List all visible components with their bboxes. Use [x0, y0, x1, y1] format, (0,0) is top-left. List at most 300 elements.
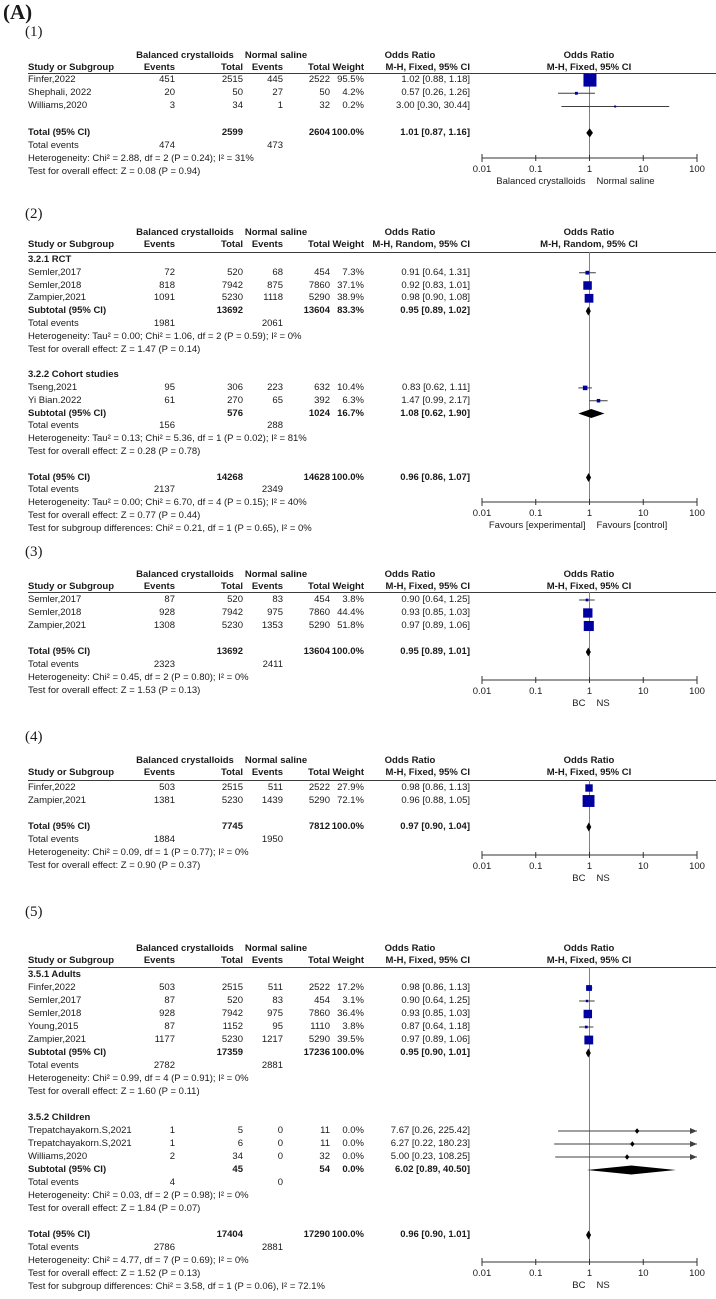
events-2: 975 [267, 607, 283, 618]
events-1: 928 [159, 1008, 175, 1019]
study-name: Shephali, 2022 [28, 87, 92, 99]
stats-note: Test for overall effect: Z = 0.08 (P = 0.94) [28, 166, 201, 178]
total-2: 1024 [308, 407, 330, 419]
total-2: 54 [319, 1164, 330, 1175]
weight: 7.3% [342, 266, 364, 278]
group1-header: Balanced crystalloids [136, 755, 234, 766]
weight: 16.7% [337, 407, 364, 419]
events-2: 27 [272, 87, 283, 99]
axis-tick-label: 0.01 [472, 686, 492, 697]
axis-tick-label: 1 [586, 1268, 593, 1279]
total-1: 34 [232, 100, 243, 112]
study-name: Semler,2017 [28, 594, 82, 605]
forest-plot-svg [470, 206, 716, 542]
total-1: 2599 [221, 126, 243, 138]
subtotal-diamond [586, 307, 591, 316]
ci-marker [583, 608, 592, 617]
col-header-study: Study or Subgroup [28, 239, 115, 250]
total-2: 13604 [303, 646, 330, 657]
weight: 27.9% [337, 782, 364, 793]
study-name: Zampier,2021 [28, 795, 87, 806]
events-1: 503 [159, 782, 175, 793]
total-events-label: Total events [28, 1242, 79, 1253]
weight: 51.8% [337, 620, 364, 631]
col-header-events1: Events [143, 581, 175, 592]
total-1: 17404 [216, 1229, 243, 1240]
stats-note: Test for overall effect: Z = 1.53 (P = 0.13) [28, 685, 201, 696]
total-2: 32 [319, 100, 330, 112]
ci-text: 0.87 [0.64, 1.18] [401, 1021, 470, 1032]
total-2: 7860 [308, 1008, 330, 1019]
total-2: 632 [314, 382, 330, 393]
stats-note: Heterogeneity: Chi² = 4.77, df = 7 (P = 0.69); I² = 0% [28, 1255, 249, 1266]
weight: 4.2% [342, 87, 364, 99]
ci-marker [583, 281, 592, 290]
ci-text: 0.91 [0.64, 1.31] [401, 266, 470, 278]
total-label: Total (95% CI) [28, 1229, 91, 1240]
forest-panel-3 [0, 544, 716, 709]
stats-note: Test for overall effect: Z = 0.28 (P = 0.78) [28, 446, 201, 457]
total-2: 14628 [303, 471, 330, 483]
events-1: 928 [159, 607, 175, 618]
subtotal-diamond [578, 409, 604, 418]
events-1: 95 [164, 382, 175, 393]
axis-right-label: Favours [control] [596, 520, 668, 531]
ci-text: 0.57 [0.26, 1.26] [401, 87, 470, 99]
ci-text: 1.08 [0.62, 1.90] [400, 407, 470, 419]
axis-left-label: BC [572, 698, 586, 709]
col-header-effect-method: M-H, Fixed, 95% CI [385, 62, 470, 73]
total-1: 520 [227, 995, 243, 1006]
events-2: 1950 [261, 834, 283, 845]
weight: 17.2% [337, 982, 364, 993]
col-header-events1: Events [143, 767, 175, 778]
effect-method-plot: M-H, Random, 95% CI [540, 239, 638, 250]
stats-note: Test for overall effect: Z = 0.90 (P = 0.37) [28, 860, 201, 871]
events-1: 818 [159, 279, 175, 291]
effect-title-plot: Odds Ratio [563, 943, 615, 954]
axis-tick-label: 100 [689, 164, 705, 175]
ci-text: 0.96 [0.86, 1.07] [400, 471, 470, 483]
total-2: 2604 [308, 126, 330, 138]
weight: 0.0% [342, 1125, 364, 1136]
ci-marker [583, 795, 595, 807]
total-2: 392 [314, 394, 330, 406]
events-2: 511 [267, 982, 283, 993]
weight: 72.1% [337, 795, 364, 806]
study-name: Yi Bian.2022 [28, 394, 82, 406]
events-2: 0 [277, 1125, 283, 1136]
total-2: 5290 [308, 795, 330, 806]
ci-marker [579, 599, 595, 602]
total-2: 2522 [308, 782, 330, 793]
events-2: 511 [267, 782, 283, 793]
total-1: 50 [232, 87, 243, 99]
effect-title-table: Odds Ratio [384, 943, 436, 954]
events-2: 0 [277, 1177, 283, 1188]
axis-right-label: NS [596, 698, 610, 709]
col-header-weight: Weight [332, 239, 364, 250]
total-2: 454 [314, 995, 330, 1006]
axis-tick-label: 0.1 [529, 164, 543, 175]
ci-text: 0.93 [0.85, 1.03] [401, 607, 470, 618]
weight: 3.8% [342, 1021, 364, 1032]
col-header-total2: Total [308, 239, 330, 250]
subgroup-label: 3.2.1 RCT [28, 254, 72, 265]
weight: 0.0% [342, 1151, 364, 1162]
panel-number-label: (1) [25, 24, 43, 40]
total-1: 5 [237, 1125, 243, 1136]
effect-title-plot: Odds Ratio [563, 755, 615, 766]
ci-text: 7.67 [0.26, 225.42] [390, 1125, 470, 1136]
col-header-weight: Weight [332, 955, 364, 966]
total-1: 306 [227, 382, 243, 393]
col-header-study: Study or Subgroup [28, 767, 115, 778]
group2-header: Normal saline [244, 227, 308, 238]
events-1: 1884 [153, 834, 175, 845]
forest-plot-svg [470, 729, 716, 884]
group1-header: Balanced crystalloids [136, 50, 234, 61]
events-1: 20 [164, 87, 175, 99]
weight: 0.2% [342, 100, 364, 112]
total-1: 2515 [221, 782, 243, 793]
col-header-total2: Total [308, 62, 330, 73]
events-1: 87 [164, 1021, 175, 1032]
ci-text: 0.96 [0.88, 1.05] [401, 795, 470, 806]
col-header-total2: Total [308, 955, 330, 966]
subtotal-label: Subtotal (95% CI) [28, 1047, 107, 1058]
total-2: 32 [319, 1151, 330, 1162]
total-events-label: Total events [28, 140, 79, 151]
events-1: 1381 [153, 795, 175, 806]
events-1: 451 [159, 74, 175, 85]
axis-left-label: Balanced crystalloids [496, 176, 586, 187]
ci-text: 0.92 [0.83, 1.01] [401, 279, 470, 291]
stats-note: Heterogeneity: Chi² = 2.88, df = 2 (P = 0.24); I² = 31% [28, 153, 254, 165]
weight: 100.0% [331, 1047, 364, 1058]
weight: 0.0% [342, 1138, 364, 1149]
ci-marker [561, 106, 669, 108]
total-2: 5290 [308, 292, 330, 304]
weight: 3.1% [342, 995, 364, 1006]
events-1: 1308 [153, 620, 175, 631]
ci-marker [579, 1000, 595, 1002]
total-2: 50 [319, 87, 330, 99]
axis-right-label: Normal saline [596, 176, 655, 187]
total-2: 2522 [308, 982, 330, 993]
ci-marker [585, 784, 592, 791]
total-2: 454 [314, 594, 330, 605]
events-2: 2349 [261, 484, 283, 496]
study-name: Young,2015 [28, 1021, 79, 1032]
forest-plot-svg [470, 544, 716, 709]
axis-tick-label: 10 [637, 861, 649, 872]
ci-text: 0.96 [0.90, 1.01] [400, 1229, 470, 1240]
study-name: Finfer,2022 [28, 74, 76, 85]
events-1: 3 [169, 100, 175, 112]
events-1: 4 [169, 1177, 175, 1188]
group1-header: Balanced crystalloids [136, 943, 234, 954]
ci-marker [585, 294, 594, 303]
total-events-label: Total events [28, 1060, 79, 1071]
axis-tick-label: 0.1 [529, 508, 543, 519]
subgroup-label: 3.5.2 Children [28, 1112, 91, 1123]
weight: 10.4% [337, 382, 364, 393]
total-label: Total (95% CI) [28, 126, 91, 138]
weight: 3.8% [342, 594, 364, 605]
col-header-effect-method: M-H, Random, 95% CI [372, 239, 470, 250]
subtotal-diamond [587, 1166, 676, 1175]
ci-text: 0.98 [0.86, 1.13] [401, 982, 470, 993]
stats-note: Test for subgroup differences: Chi² = 3.58, df = 1 (P = 0.06), I² = 72.1% [28, 1281, 325, 1292]
study-name: Finfer,2022 [28, 982, 76, 993]
forest-panel-2 [0, 206, 716, 542]
stats-note: Test for overall effect: Z = 1.84 (P = 0.07) [28, 1203, 201, 1214]
axis-tick-label: 10 [637, 686, 649, 697]
total-2: 5290 [308, 620, 330, 631]
total-1: 5230 [221, 1034, 243, 1045]
total-2: 5290 [308, 1034, 330, 1045]
effect-title-table: Odds Ratio [384, 755, 436, 766]
ci-text: 0.97 [0.89, 1.06] [401, 1034, 470, 1045]
ci-text: 1.47 [0.99, 2.17] [401, 394, 470, 406]
col-header-events2: Events [251, 767, 283, 778]
axis-tick-label: 1 [586, 508, 593, 519]
group1-header: Balanced crystalloids [136, 227, 234, 238]
ci-marker [558, 1128, 697, 1134]
total-2: 7860 [308, 279, 330, 291]
axis-tick-label: 100 [689, 1268, 705, 1279]
ci-text: 0.90 [0.64, 1.25] [401, 995, 470, 1006]
total-diamond [586, 1231, 591, 1240]
total-2: 7812 [308, 821, 330, 832]
events-2: 975 [267, 1008, 283, 1019]
axis-tick-label: 100 [689, 861, 705, 872]
total-1: 576 [227, 407, 243, 419]
panel-number-label: (5) [25, 904, 43, 920]
total-1: 5230 [221, 795, 243, 806]
ci-text: 0.95 [0.89, 1.01] [400, 646, 470, 657]
events-2: 2881 [261, 1242, 283, 1253]
study-name: Trepatchayakorn.S,2021 [28, 1138, 132, 1149]
study-name: Semler,2017 [28, 266, 82, 278]
events-2: 223 [267, 382, 283, 393]
total-1: 34 [232, 1151, 243, 1162]
forest-plot-svg [470, 904, 716, 1299]
events-1: 474 [159, 140, 175, 151]
ci-text: 1.01 [0.87, 1.16] [400, 126, 470, 138]
total-label: Total (95% CI) [28, 471, 91, 483]
ci-text: 5.00 [0.23, 108.25] [390, 1151, 470, 1162]
weight: 100.0% [331, 821, 364, 832]
total-1: 7745 [221, 821, 243, 832]
weight: 100.0% [331, 1229, 364, 1240]
total-diamond [586, 648, 591, 657]
axis-tick-label: 10 [637, 164, 649, 175]
events-1: 2323 [153, 659, 175, 670]
events-1: 1 [169, 1138, 175, 1149]
axis-left-label: Favours [experimental] [488, 520, 586, 531]
forest-panel-4 [0, 729, 716, 884]
events-2: 2881 [261, 1060, 283, 1071]
axis-tick-label: 1 [586, 861, 593, 872]
events-2: 1118 [263, 292, 283, 304]
col-header-events1: Events [143, 955, 175, 966]
subgroup-label: 3.5.1 Adults [28, 969, 81, 980]
group1-header: Balanced crystalloids [136, 569, 234, 580]
col-header-study: Study or Subgroup [28, 62, 115, 73]
events-2: 0 [277, 1138, 283, 1149]
effect-title-plot: Odds Ratio [563, 569, 615, 580]
panel-number-label: (4) [25, 729, 43, 745]
stats-note: Heterogeneity: Chi² = 0.09, df = 1 (P = 0.77); I² = 0% [28, 847, 249, 858]
axis-tick-label: 100 [689, 686, 705, 697]
weight: 100.0% [331, 471, 364, 483]
total-1: 270 [227, 394, 243, 406]
total-1: 13692 [216, 305, 243, 317]
effect-title-table: Odds Ratio [384, 50, 436, 61]
events-2: 0 [277, 1151, 283, 1162]
subtotal-label: Subtotal (95% CI) [28, 305, 107, 317]
total-1: 13692 [216, 646, 243, 657]
axis-tick-label: 100 [689, 508, 705, 519]
ci-marker [583, 74, 596, 87]
study-name: Trepatchayakorn.S,2021 [28, 1125, 132, 1136]
axis-tick-label: 1 [586, 164, 593, 175]
events-2: 65 [272, 394, 283, 406]
total-1: 520 [227, 266, 243, 278]
col-header-events1: Events [143, 239, 175, 250]
ci-text: 0.97 [0.90, 1.04] [400, 821, 470, 832]
ci-text: 0.93 [0.85, 1.03] [401, 1008, 470, 1019]
stats-note: Heterogeneity: Chi² = 0.03, df = 2 (P = 0.98); I² = 0% [28, 1190, 249, 1201]
stats-note: Test for overall effect: Z = 0.77 (P = 0.44) [28, 510, 201, 521]
events-2: 83 [272, 995, 283, 1006]
events-2: 875 [267, 279, 283, 291]
weight: 44.4% [337, 607, 364, 618]
total-events-label: Total events [28, 834, 79, 845]
effect-method-plot: M-H, Fixed, 95% CI [546, 955, 632, 966]
col-header-events2: Events [251, 239, 283, 250]
events-1: 2782 [153, 1060, 175, 1071]
weight: 38.9% [337, 292, 364, 304]
total-2: 2522 [308, 74, 330, 85]
ci-text: 6.27 [0.22, 180.23] [390, 1138, 470, 1149]
total-1: 7942 [221, 1008, 243, 1019]
events-2: 445 [267, 74, 283, 85]
total-1: 2515 [221, 982, 243, 993]
col-header-total1: Total [221, 767, 243, 778]
col-header-weight: Weight [332, 62, 364, 73]
col-header-effect-method: M-H, Fixed, 95% CI [385, 955, 470, 966]
ci-text: 0.98 [0.86, 1.13] [401, 782, 470, 793]
ci-marker [579, 271, 596, 275]
stats-note: Heterogeneity: Chi² = 0.45, df = 2 (P = 0.80); I² = 0% [28, 672, 249, 683]
study-name: Finfer,2022 [28, 782, 76, 793]
total-1: 5230 [221, 620, 243, 631]
ci-marker [584, 1010, 592, 1018]
weight: 100.0% [331, 646, 364, 657]
total-2: 13604 [303, 305, 330, 317]
total-1: 7942 [221, 607, 243, 618]
axis-tick-label: 0.1 [529, 1268, 543, 1279]
ci-marker [579, 1026, 593, 1029]
ci-text: 0.95 [0.89, 1.02] [400, 305, 470, 317]
effect-method-plot: M-H, Fixed, 95% CI [546, 767, 632, 778]
col-header-study: Study or Subgroup [28, 581, 115, 592]
stats-note: Test for overall effect: Z = 1.47 (P = 0.14) [28, 343, 201, 355]
group2-header: Normal saline [244, 569, 308, 580]
weight: 36.4% [337, 1008, 364, 1019]
total-events-label: Total events [28, 659, 79, 670]
col-header-total1: Total [221, 955, 243, 966]
total-1: 6 [237, 1138, 243, 1149]
axis-right-label: NS [596, 873, 610, 884]
col-header-total1: Total [221, 62, 243, 73]
total-2: 11 [320, 1138, 330, 1149]
col-header-events2: Events [251, 581, 283, 592]
axis-tick-label: 1 [586, 686, 593, 697]
stats-note: Test for overall effect: Z = 1.60 (P = 0.11) [28, 1086, 200, 1097]
panel-number-label: (3) [25, 544, 43, 560]
axis-left-label: BC [572, 873, 586, 884]
total-1: 2515 [221, 74, 243, 85]
events-2: 2061 [261, 318, 283, 329]
total-1: 5230 [221, 292, 243, 304]
total-2: 7860 [308, 607, 330, 618]
axis-tick-label: 10 [637, 1268, 649, 1279]
events-2: 83 [272, 594, 283, 605]
forest-plot-svg [470, 24, 716, 196]
events-1: 1 [169, 1125, 175, 1136]
study-name: Zampier,2021 [28, 620, 87, 631]
events-1: 1177 [154, 1034, 175, 1045]
events-1: 72 [164, 266, 175, 278]
group2-header: Normal saline [244, 50, 308, 61]
col-header-total1: Total [221, 581, 243, 592]
col-header-weight: Weight [332, 581, 364, 592]
col-header-total2: Total [308, 767, 330, 778]
total-1: 14268 [216, 471, 243, 483]
total-diamond [586, 823, 591, 832]
events-1: 2786 [153, 1242, 175, 1253]
total-events-label: Total events [28, 1177, 79, 1188]
ci-marker [586, 985, 592, 991]
col-header-total1: Total [221, 239, 243, 250]
events-2: 95 [272, 1021, 283, 1032]
weight: 37.1% [337, 279, 364, 291]
group2-header: Normal saline [244, 755, 308, 766]
axis-right-label: NS [596, 1280, 610, 1291]
ci-text: 0.98 [0.90, 1.08] [401, 292, 470, 304]
col-header-weight: Weight [332, 767, 364, 778]
total-label: Total (95% CI) [28, 646, 91, 657]
events-1: 1981 [153, 318, 175, 329]
total-1: 45 [232, 1164, 243, 1175]
events-1: 2 [169, 1151, 175, 1162]
weight: 100.0% [331, 126, 364, 138]
ci-text: 0.95 [0.90, 1.01] [400, 1047, 470, 1058]
weight: 39.5% [337, 1034, 364, 1045]
axis-tick-label: 0.1 [529, 861, 543, 872]
subtotal-label: Subtotal (95% CI) [28, 1164, 107, 1175]
events-1: 156 [159, 420, 175, 432]
study-name: Williams,2020 [28, 1151, 88, 1162]
events-2: 68 [272, 266, 283, 278]
col-header-effect-method: M-H, Fixed, 95% CI [385, 581, 470, 592]
total-2: 17236 [303, 1047, 330, 1058]
total-1: 7942 [221, 279, 243, 291]
